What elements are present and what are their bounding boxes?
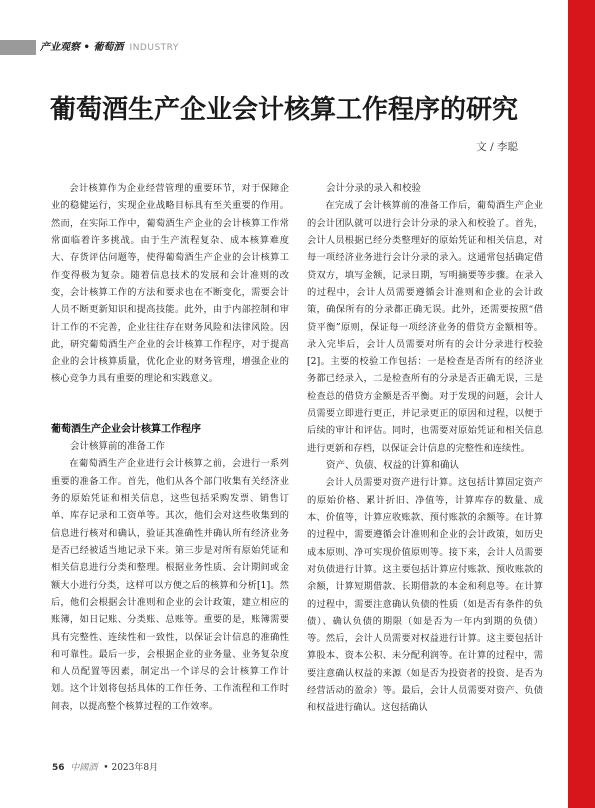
sub-heading-assets: 资产、负债、权益的计算和确认 <box>326 460 460 471</box>
right-column <box>307 180 543 717</box>
article-title: 葡萄酒生产企业会计核算工作程序的研究 <box>49 95 518 125</box>
body-paragraph-preparation: 在葡萄酒生产企业进行会计核算之前，会进行一系列重要的准备工作。首先，他们从各个部门收集有关经济业务的原始凭证和相关信息，这些包括采购发票、销售订单、库存记录和工资单等。其次，他们会对这些收集到的信息进行核对和确认，验证其准确性并确认所有经济业务是否已经被适当地记录下来。第三步是对所有原始凭证和相关信息进行分类和整理。根据业务性质、会计期间或金额大小进行分类，这样可以方便之后的核算和分析[1]。然后，他们会根据会计准则和企业的会计政策，建立相应的账簿，如日记账、分类账、总账等。重要的是，账簿需要具有完整性、连续性和一致性，以保证会计信息的准确性和可靠性。最后一步，会根据企业的业务量、业务复杂度和人员配置等因素，制定出一个详尽的会计核算工作计划。这个计划将包括具体的工作任务、工作流程和工作时间表，以提高整个核算过程的工作效率。 <box>51 458 289 712</box>
column-industry-label: INDUSTRY <box>129 43 179 53</box>
running-header <box>40 40 179 55</box>
section-heading: 葡萄酒生产企业会计核算工作程序 <box>51 423 201 435</box>
header-gray-block <box>0 40 36 55</box>
page-footer <box>52 760 158 773</box>
page-number: 56 <box>52 763 65 773</box>
red-edge-bar <box>568 0 595 808</box>
magazine-logo: 中國酒 <box>70 763 98 773</box>
column-name: 产业观察 • 葡萄酒 <box>40 42 124 53</box>
sub-heading-entries: 会计分录的录入和校验 <box>326 183 422 194</box>
author-byline: 文 / 李聪 <box>476 141 518 153</box>
body-paragraph-assets: 会计人员需要对资产进行计算。这包括计算固定资产的原始价格、累计折旧、净值等，计算库存的数量、成本、价值等，计算应收账款、预付账款的余额等。在计算的过程中，需要遵循会计准则和企业的会计政策，如历史成本原则、净可实现价值原则等。接下来，会计人员需要对负债进行计算。这主要包括计算应付账款、预收账款的余额，计算短期借款、长期借款的本金和利息等。在计算的过程中，需要注意确认负债的性质（如是否有条件的负债）、确认负债的期限（如是否为一年内到期的负债）等。然后，会计人员需要对权益进行计算。这主要包括计算股本、资本公积、未分配利润等。在计算的过程中，需要注意确认权益的来源（如是否为投资者的投资、是否为经营活动的盈余）等。最后，会计人员需要对资产、负债和权益进行确认。这包括确认 <box>307 477 543 714</box>
issue-date: • 2023年8月 <box>103 763 159 773</box>
body-paragraph-entries: 在完成了会计核算前的准备工作后，葡萄酒生产企业的会计团队就可以进行会计分录的录入和校验了。首先，会计人员根据已经分类整理好的原始凭证和相关信息，对每一项经济业务进行会计分录的录入。这通常包括确定借贷双方，填写金额，记录日期，写明摘要等步骤。在录入的过程中，会计人员需要遵循会计准则和企业的会计政策，确保所有的分录都正确无误。此外，还需要按照“借贷平衡”原则，保证每一项经济业务的借贷方金额相等。录入完毕后，会计人员需要对所有的会计分录进行校验[2]。主要的校验工作包括：一是检查是否所有的经济业务都已经录入，二是检查所有的分录是否正确无误，三是检查总的借贷方金额是否平衡。对于发现的问题，会计人员需要立即进行更正，并记录更正的原因和过程，以便于后续的审计和评估。同时，也需要对原始凭证和相关信息进行更新和存档，以保证会计信息的完整性和连续性。 <box>307 200 543 454</box>
left-column <box>51 180 289 715</box>
sub-heading-preparation: 会计核算前的准备工作 <box>70 441 166 453</box>
intro-paragraph: 会计核算作为企业经营管理的重要环节，对于保障企业的稳健运行，实现企业战略目标具有至关重要的作用。然而，在实际工作中，葡萄酒生产企业的会计核算工作常常面临着许多挑战。由于生产流程复杂、成本核算难度大、存货评估问题等，使得葡萄酒生产企业的会计核算工作变得极为复杂。随着信息技术的发展和会计准则的改变，会计核算工作的方法和要求也在不断变化，需要会计人员不断更新知识和提高技能。此外，由于内部控制和审计工作的不完善，企业往往存在财务风险和法律风险。因此，研究葡萄酒生产企业的会计核算工作程序，对于提高企业的会计核算质量，优化企业的财务管理，增强企业的核心竞争力具有重要的理论和实践意义。 <box>51 183 289 385</box>
